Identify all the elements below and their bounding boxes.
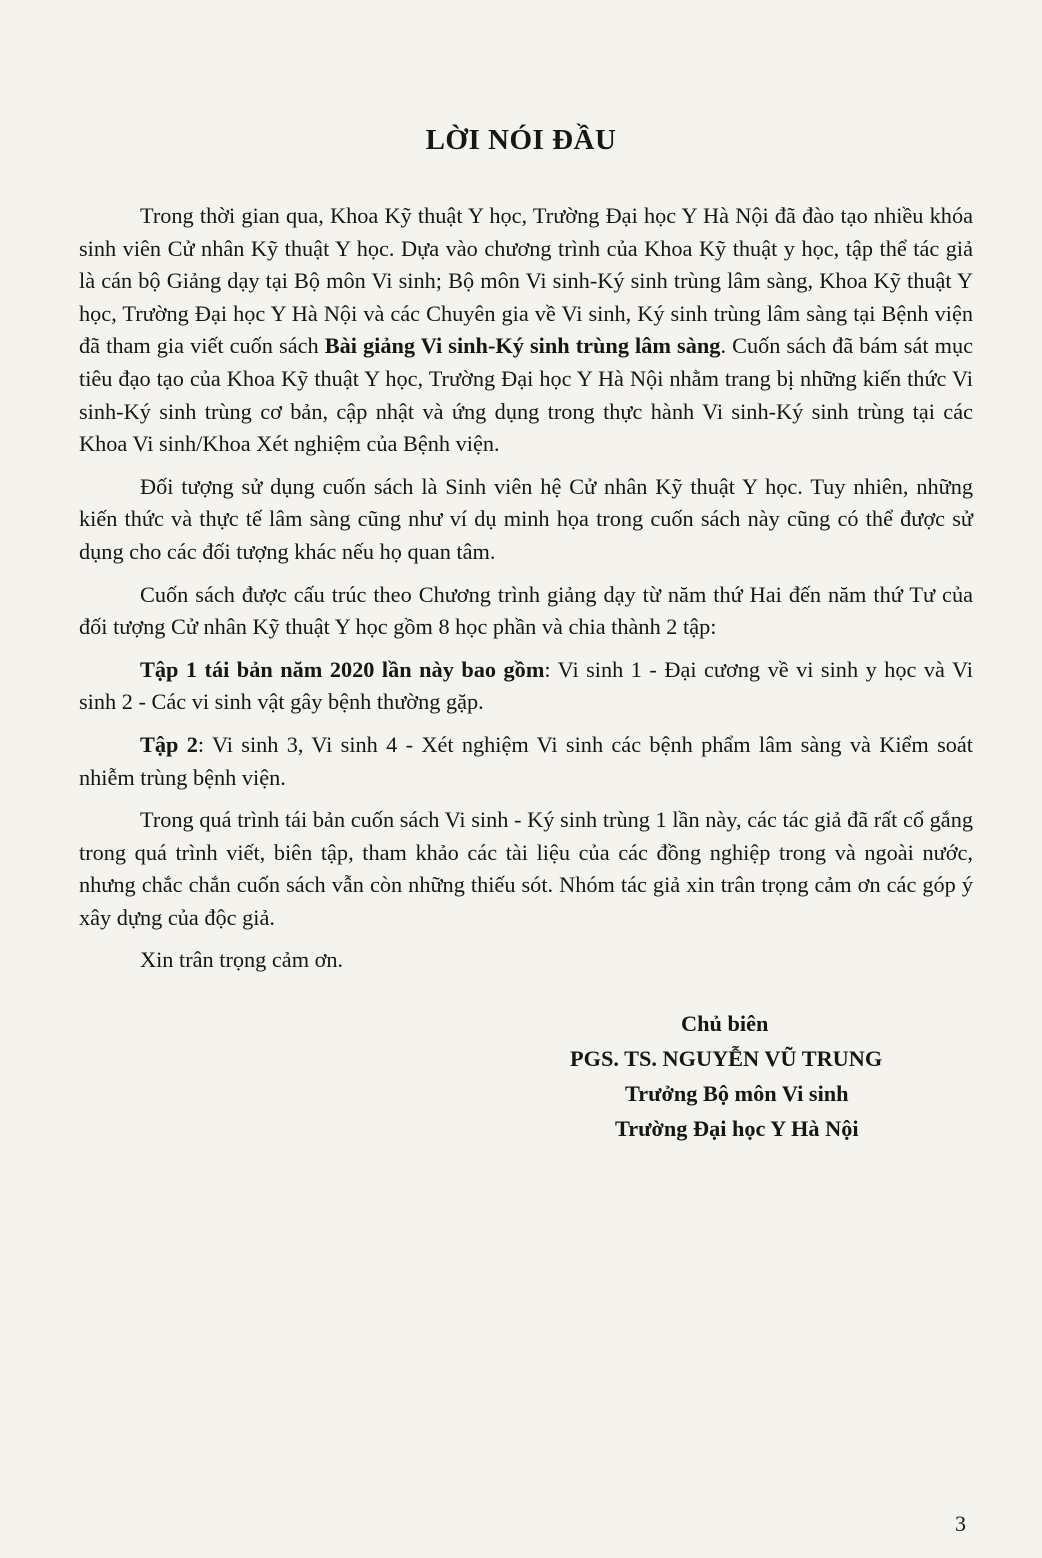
signature-block — [570, 1006, 970, 1146]
paragraph-7: Xin trân trọng cảm ơn. — [140, 947, 344, 973]
paragraph-6: Trong quá trình tái bản cuốn sách Vi sinh - Ký sinh trùng 1 lần này, các tác giả đã rất cố gắng trong quá trình viết, biên tập, tham khảo các tài liệu của các đồng nghiệp trong và ngoài nước, nhưng chắc chắn cuốn sách vẫn còn những thiếu sót. Nhóm tác giả xin trân trọng cảm ơn các góp ý xây dựng của độc giả. — [79, 807, 973, 930]
page-title: LỜI NÓI ĐẦU — [425, 124, 617, 156]
paragraph-1 — [79, 200, 973, 461]
paragraph-2: Đối tượng sử dụng cuốn sách là Sinh viên hệ Cử nhân Kỹ thuật Y học. Tuy nhiên, những kiến thức và thực tế lâm sàng cũng như ví dụ minh họa trong cuốn sách này cũng có thể được sử dụng cho các đối tượng khác nếu họ quan tâm. — [79, 473, 973, 564]
paragraph-1-text-b: . Cuốn sách đã bám sát mục tiêu đạo tạo của Khoa Kỹ thuật Y học, Trường Đại học Y Hà Nội nhằm trang bị những kiến thức Vi sinh-Ký sinh trùng cơ bản, cập nhật và ứng dụng trong thực hành Vi sinh-Ký sinh trùng tại các Khoa Vi sinh/Khoa Xét nghiệm của Bệnh viện. — [79, 333, 974, 457]
paragraph-1-book-title: Bài giảng Vi sinh-Ký sinh trùng lâm sàng — [324, 333, 721, 359]
page-number: 3 — [955, 1511, 966, 1536]
preface-body — [79, 200, 973, 987]
signature-name: PGS. TS. NGUYỄN VŨ TRUNG — [570, 1046, 883, 1071]
paragraph-5-text: : Vi sinh 3, Vi sinh 4 - Xét nghiệm Vi sinh các bệnh phẩm lâm sàng và Kiểm soát nhiễm trùng bệnh viện. — [79, 731, 973, 790]
paragraph-4-heading: Tập 1 tái bản năm 2020 lần này bao gồm — [140, 656, 545, 682]
signature-role: Chủ biên — [681, 1011, 769, 1036]
paragraph-5 — [79, 729, 973, 794]
paragraph-3: Cuốn sách được cấu trúc theo Chương trình giảng dạy từ năm thứ Hai đến năm thứ Tư của đối tượng Cử nhân Kỹ thuật Y học gồm 8 học phần và chia thành 2 tập: — [79, 581, 973, 640]
paragraph-4 — [79, 654, 973, 719]
signature-position: Trưởng Bộ môn Vi sinh — [625, 1081, 849, 1106]
paragraph-5-heading: Tập 2 — [140, 731, 198, 757]
paragraph-4-text: : Vi sinh 1 - Đại cương về vi sinh y học và Vi sinh 2 - Các vi sinh vật gây bệnh thường gặp. — [79, 656, 973, 715]
signature-school: Trường Đại học Y Hà Nội — [615, 1116, 859, 1141]
paragraph-1-text-a: Trong thời gian qua, Khoa Kỹ thuật Y học, Trường Đại học Y Hà Nội đã đào tạo nhiều khóa sinh viên Cử nhân Kỹ thuật Y học. Dựa vào chương trình của Khoa Kỹ thuật y học, tập thể tác giả là cán bộ Giảng dạy tại Bộ môn Vi sinh; Bộ môn Vi sinh-Ký sinh trùng lâm sàng, Khoa Kỹ thuật Y học, Trường Đại học Y Hà Nội và các Chuyên gia về Vi sinh, Ký sinh trùng lâm sàng tại Bệnh viện đã tham gia viết cuốn sách — [79, 203, 973, 359]
